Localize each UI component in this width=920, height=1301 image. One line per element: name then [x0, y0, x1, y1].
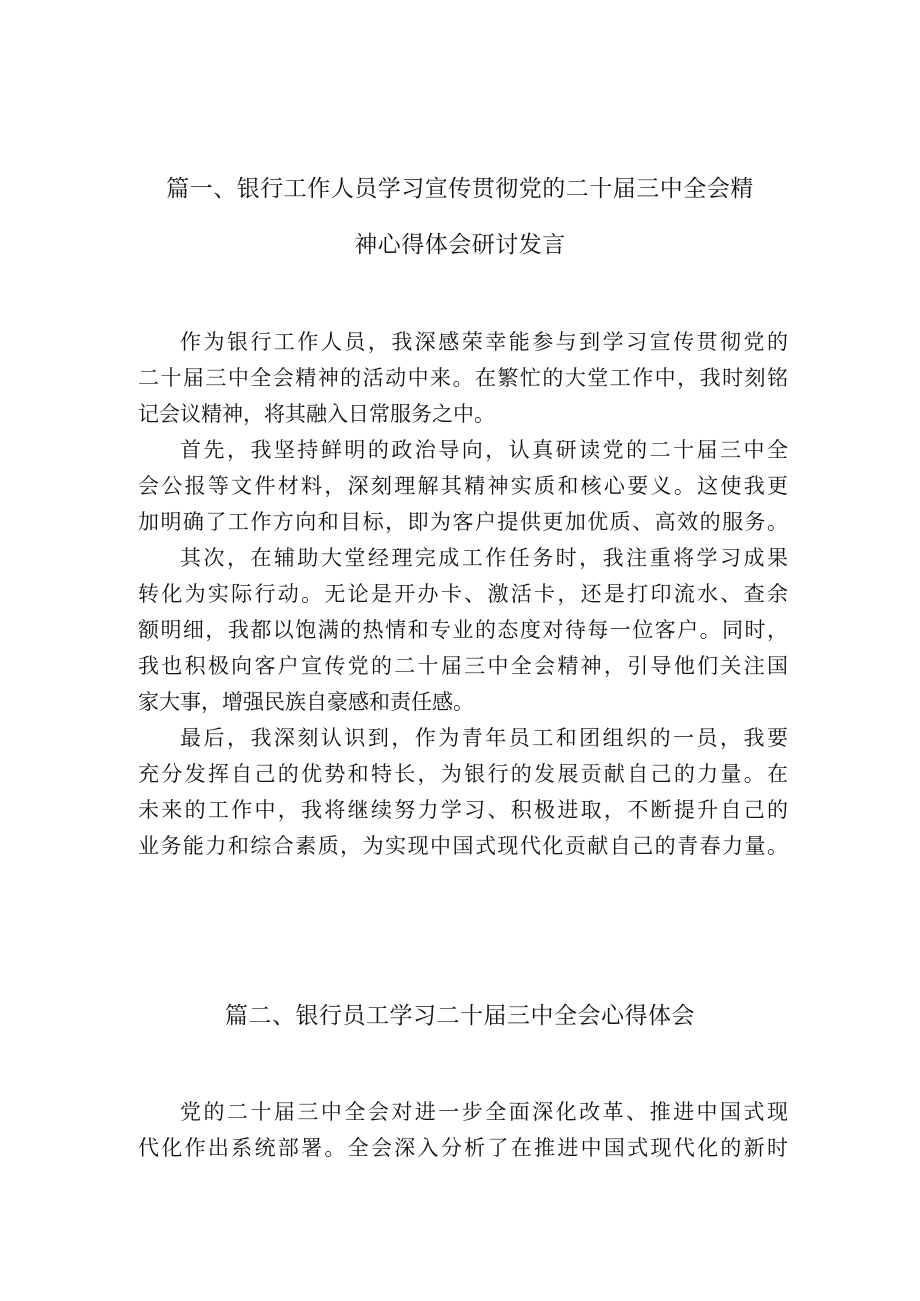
- paragraph-2-line-3: 加明确了工作方向和目标，即为客户提供更加优质、高效的服务。: [138, 510, 788, 534]
- paragraph-2-line-1: 首先，我坚持鲜明的政治导向，认真研读党的二十届三中全: [180, 438, 788, 462]
- paragraph-4-line-2: 充分发挥自己的优势和特长，为银行的发展贡献自己的力量。在: [138, 762, 788, 786]
- paragraph-3-line-4: 我也积极向客户宣传党的二十届三中全会精神，引导他们关注国: [138, 654, 788, 678]
- paragraph-3-line-2: 转化为实际行动。无论是开办卡、激活卡，还是打印流水、查余: [138, 582, 788, 606]
- paragraph-3-line-5: 家大事，增强民族自豪感和责任感。: [138, 690, 474, 714]
- paragraph-5-line-2: 代化作出系统部署。全会深入分析了在推进中国式现代化的新时: [138, 1136, 788, 1160]
- paragraph-5-line-1: 党的二十届三中全会对进一步全面深化改革、推进中国式现: [180, 1100, 788, 1124]
- paragraph-4-line-4: 业务能力和综合素质，为实现中国式现代化贡献自己的青春力量。: [138, 834, 788, 858]
- paragraph-1-line-2: 二十届三中全会精神的活动中来。在繁忙的大堂工作中，我时刻铭: [138, 366, 788, 390]
- paragraph-3-line-1: 其次，在辅助大堂经理完成工作任务时，我注重将学习成果: [180, 546, 788, 570]
- article-2-title: 篇二、银行员工学习二十届三中全会心得体会: [225, 1003, 695, 1029]
- article-1-title-line-1: 篇一、银行工作人员学习宣传贯彻党的二十届三中全会精: [166, 176, 754, 202]
- paragraph-1-line-3: 记会议精神，将其融入日常服务之中。: [138, 402, 495, 426]
- paragraph-3-line-3: 额明细，我都以饱满的热情和专业的态度对待每一位客户。同时，: [138, 618, 788, 642]
- paragraph-2-line-2: 会公报等文件材料，深刻理解其精神实质和核心要义。这使我更: [138, 474, 788, 498]
- paragraph-1-line-1: 作为银行工作人员，我深感荣幸能参与到学习宣传贯彻党的: [180, 330, 788, 354]
- paragraph-4-line-3: 未来的工作中，我将继续努力学习、积极进取，不断提升自己的: [138, 798, 788, 822]
- article-1-body: [138, 324, 788, 864]
- article-1-title-line-2: 神心得体会研讨发言: [354, 232, 566, 258]
- paragraph-4-line-1: 最后，我深刻认识到，作为青年员工和团组织的一员，我要: [180, 726, 788, 750]
- article-2-body: [138, 1094, 788, 1166]
